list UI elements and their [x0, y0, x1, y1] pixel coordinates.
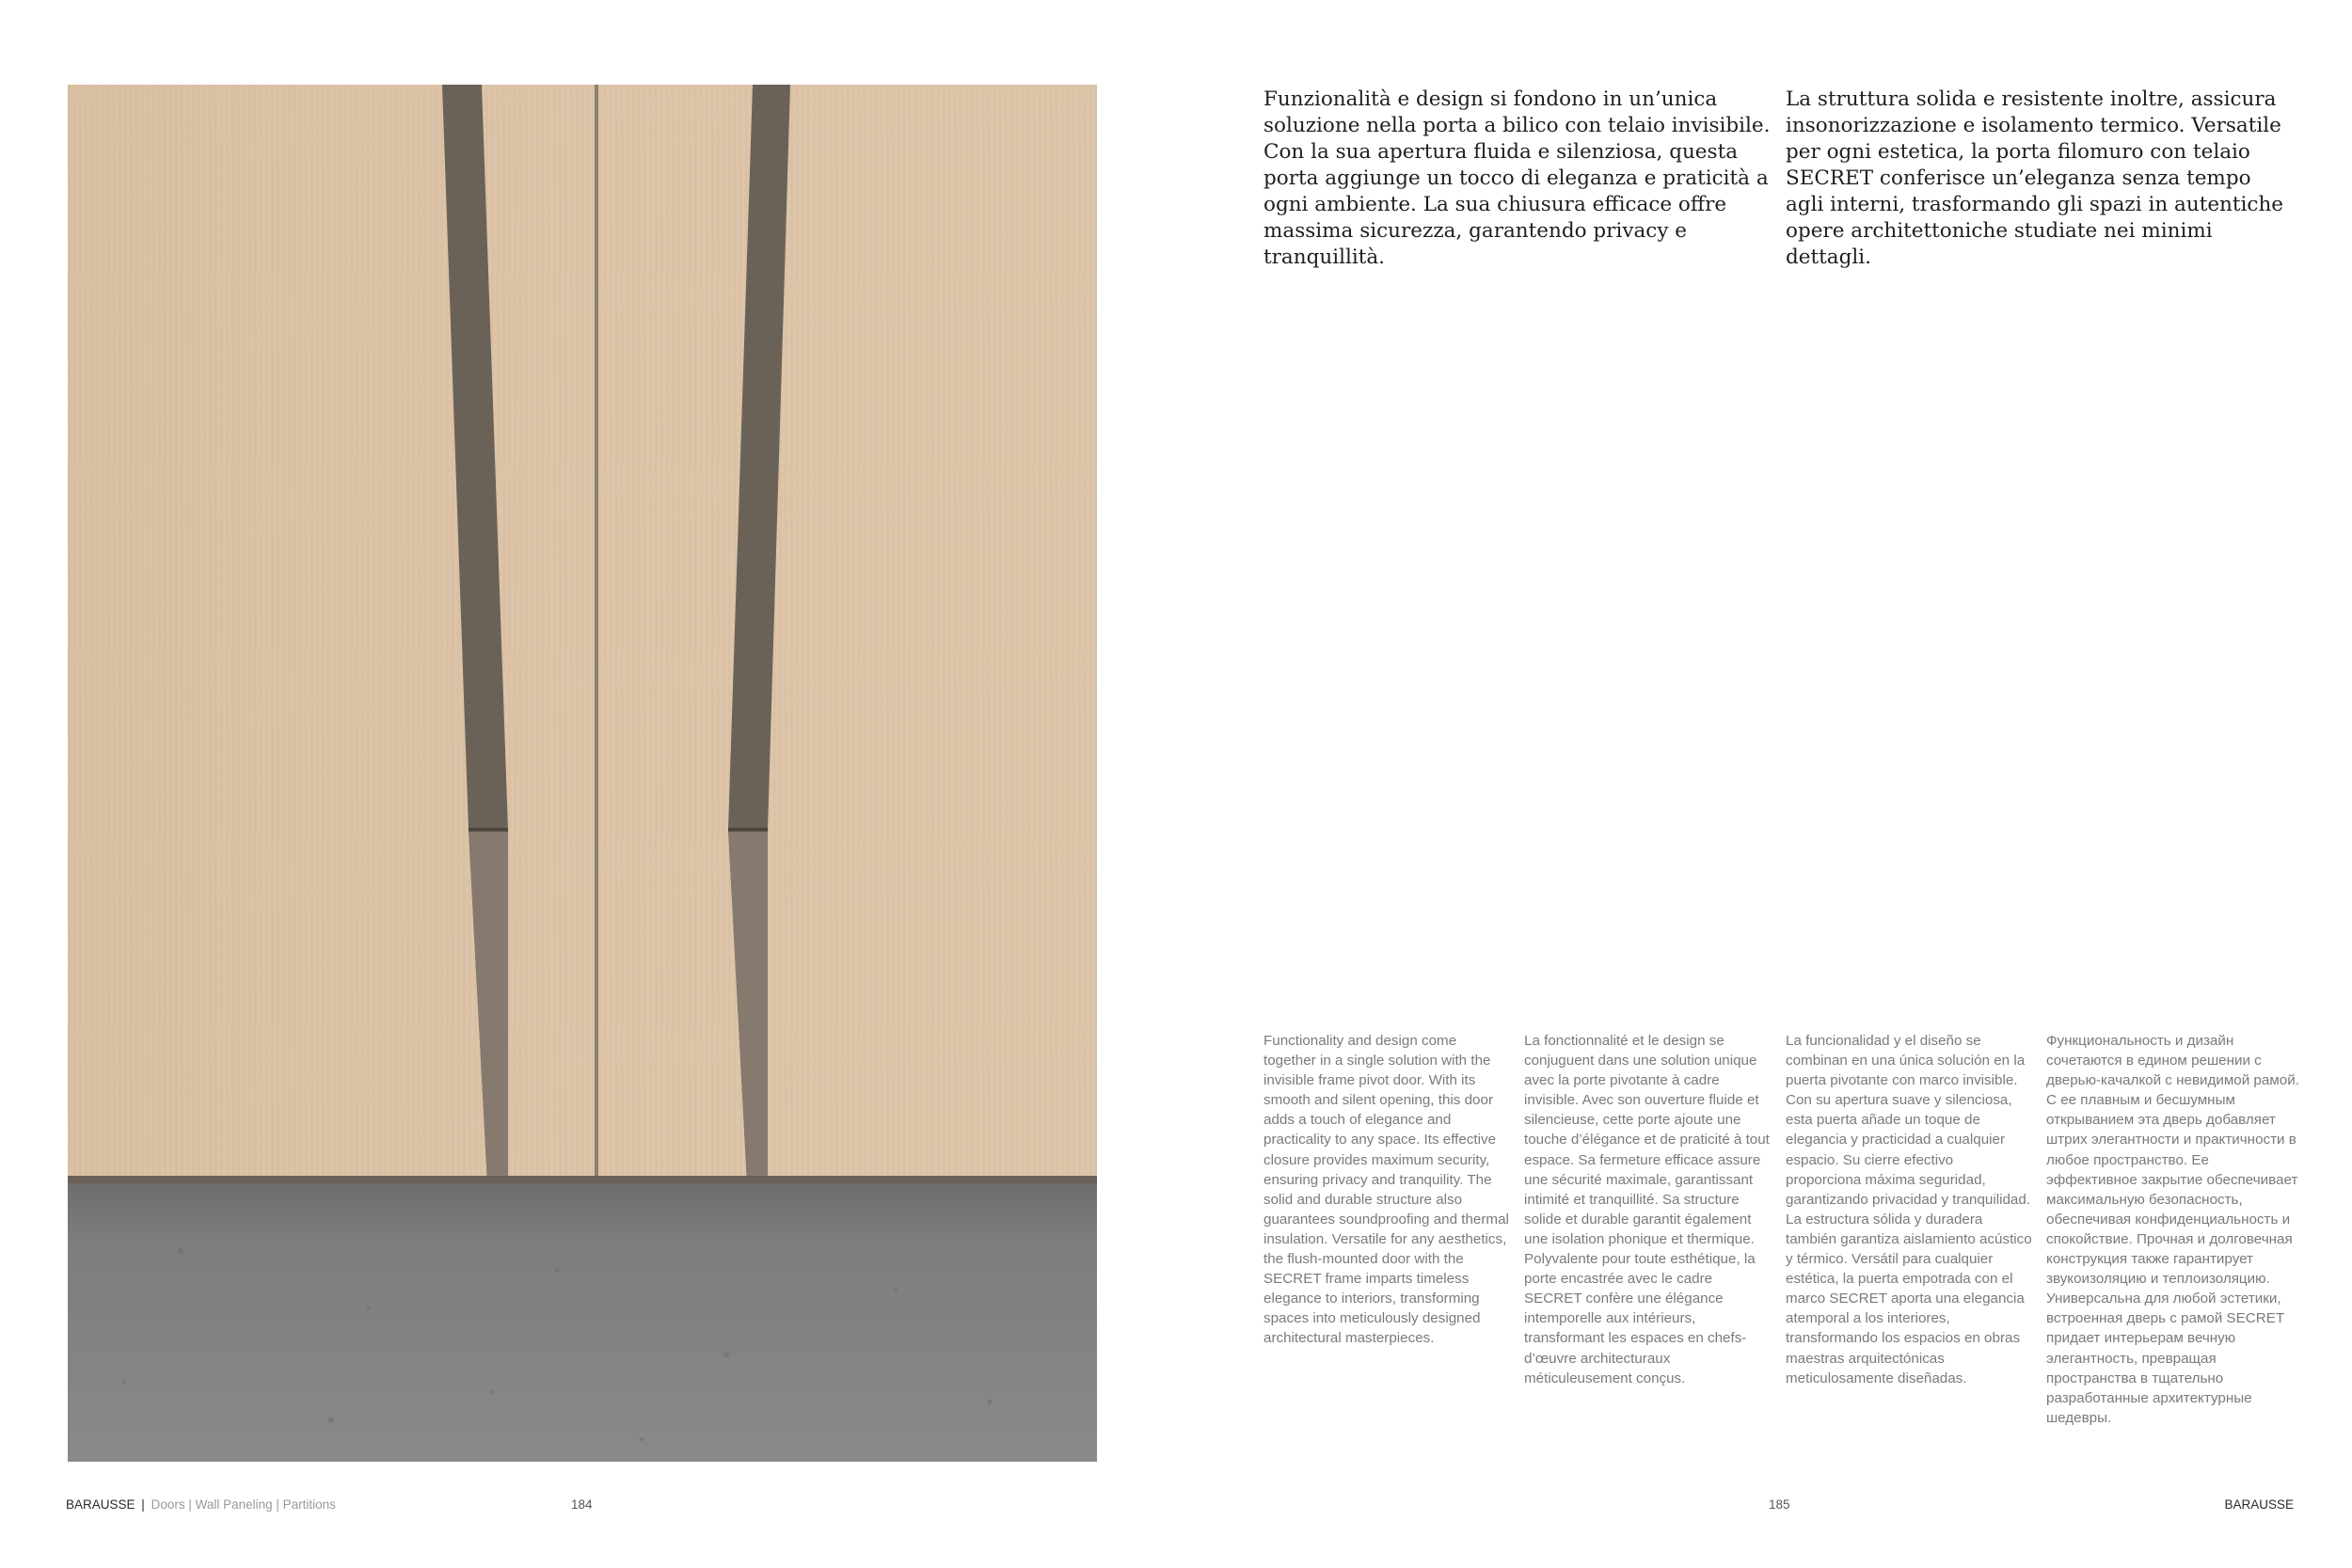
concrete-floor	[68, 1183, 1097, 1462]
footer-left	[66, 1497, 336, 1512]
footer-section: Doors | Wall Paneling | Partitions	[151, 1497, 336, 1512]
spanish-text-column: La funcionalidad y el diseño se combinan en una única solución en la puerta pivotante con marco invisible. Con su apertura suave y silenciosa, esta puerta añade un toque de elegancia y practicidad a cualquier espacio. Su cierre efectivo proporciona máxima seguridad, garantizando privacidad y tranquilidad. La estructura sólida y duradera también garantiza aislamiento acústico y térmico. Versátil para cualquier estética, la puerta empotrada con el marco SECRET aporta una elegancia atemporal a los interiores, transformando los espacios en obras maestras arquitectónicas meticulosamente diseñadas.	[1786, 1033, 2032, 1386]
italian-text-column-2: La struttura solida e resistente inoltre, assicura insonorizzazione e isolamento termico. Versatile per ogni estetica, la porta filomuro con telaio SECRET conferisce un’eleganza senza tempo agli interni, trasformando gli spazi in autentiche opere architettoniche studiate nei minimi dettagli.	[1786, 87, 2284, 269]
door-photo	[68, 85, 1097, 1462]
italian-text-column-1: Funzionalità e design si fondono in un’unica soluzione nella porta a bilico con telaio invisibile. Con la sua apertura fluida e silenziosa, questa porta aggiunge un tocco di eleganza e praticità a ogni ambiente. La sua chiusura efficace offre massima sicurezza, garantendo privacy e tranquillità.	[1263, 87, 1771, 269]
footer-brand-right: BARAUSSE	[2224, 1497, 2294, 1512]
page-number-left: 184	[571, 1497, 593, 1512]
russian-text-column: Функциональность и дизайн сочетаются в едином решении с дверью-качалкой с невидимой рамой. С ее плавным и бесшумным открыванием эта дверь добавляет штрих элегантности и практичности в любое пространство. Ее эффективное закрытие обеспечивает максимальную безопасность, обеспечивая конфиденциальность и спокойствие. Прочная и долговечная конструкция также гарантирует звукоизоляцию и теплоизоляцию. Универсальна для любой эстетики, встроенная дверь с рамой SECRET придает интерьерам вечную элегантность, превращая пространства в тщательно разработанные архитектурные шедевры.	[2046, 1033, 2299, 1426]
footer-brand-left: BARAUSSE	[66, 1497, 135, 1512]
english-text-column: Functionality and design come together in a single solution with the invisible frame pivot door. With its smooth and silent opening, this door adds a touch of elegance and practicality to any space. Its effective closure provides maximum security, ensuring privacy and tranquility. The solid and durable structure also guarantees soundproofing and thermal insulation. Versatile for any aesthetics, the flush-mounted door with the SECRET frame imparts timeless elegance to interiors, transforming spaces into meticulously designed architectural masterpieces.	[1263, 1033, 1509, 1347]
door-joint	[595, 85, 598, 1183]
page-number-right: 185	[1769, 1497, 1790, 1512]
french-text-column: La fonctionnalité et le design se conjuguent dans une solution unique avec la porte pivotante à cadre invisible. Avec son ouverture fluide et silencieuse, cette porte ajoute une touche d’élégance et de praticité à tout espace. Sa fermeture efficace assure une sécurité maximale, garantissant intimité et tranquillité. Sa structure solide et durable garantit également une isolation phonique et thermique. Polyvalente pour toute esthétique, la porte encastrée avec le cadre SECRET confère une élégance intemporelle aux intérieurs, transformant les espaces en chefs-d’œuvre architecturaux méticuleusement conçus.	[1524, 1033, 1770, 1386]
door-photo-illustration	[68, 85, 1097, 1462]
footer-separator: |	[141, 1497, 145, 1512]
